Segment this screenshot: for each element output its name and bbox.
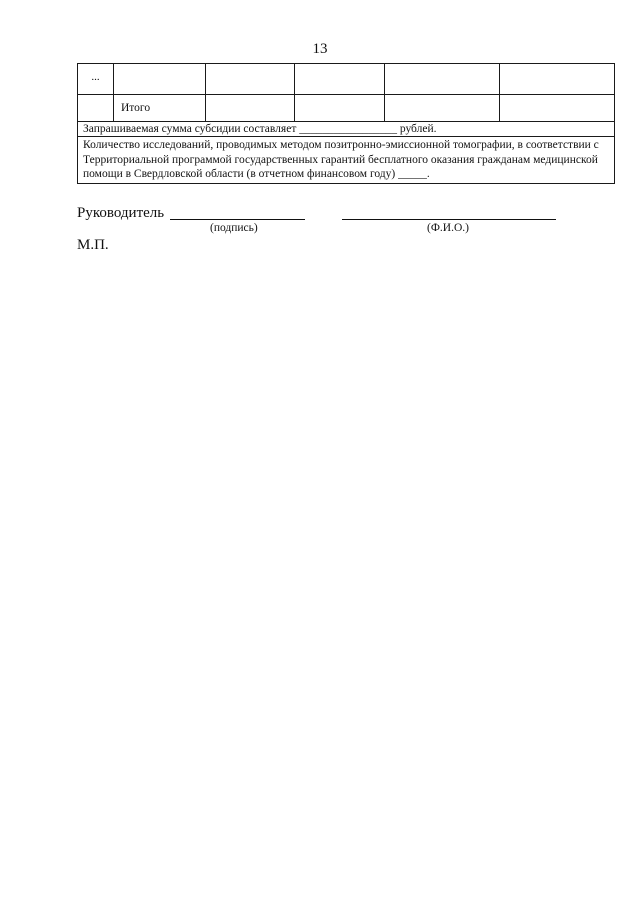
signature-line (170, 219, 305, 220)
table-row (78, 122, 615, 137)
table-row (78, 95, 615, 122)
head-label: Руководитель (77, 205, 165, 221)
table-cell (385, 95, 500, 122)
table-cell (295, 95, 385, 122)
name-line (342, 219, 556, 220)
table-cell-ellipsis: ... (78, 64, 114, 95)
signature-caption: (подпись) (210, 222, 258, 234)
table-row (78, 137, 615, 184)
table-cell (500, 95, 615, 122)
table-cell (114, 64, 206, 95)
table-cell (385, 64, 500, 95)
table-cell (500, 64, 615, 95)
stamp-label: М.П. (77, 237, 109, 253)
table-cell (206, 64, 295, 95)
name-caption: (Ф.И.О.) (427, 222, 469, 234)
table-cell (206, 95, 295, 122)
table-cell (295, 64, 385, 95)
table-cell-total: Итого (114, 95, 206, 122)
signature-block (77, 205, 617, 255)
table-cell (78, 95, 114, 122)
page-number: 13 (312, 41, 328, 57)
research-count-text: Количество исследований, проводимых методом позитронно-эмиссионной томографии, в соответствии с Территориальной программой государственных гарантий бесплатного оказания гражданам медицинской помощи в Свердловской области (в отчетном финансовом году) _____. (78, 137, 615, 184)
form-table (77, 63, 615, 184)
table-row (78, 64, 615, 95)
requested-sum-text: Запрашиваемая сумма субсидии составляет _________________ рублей. (78, 122, 615, 137)
